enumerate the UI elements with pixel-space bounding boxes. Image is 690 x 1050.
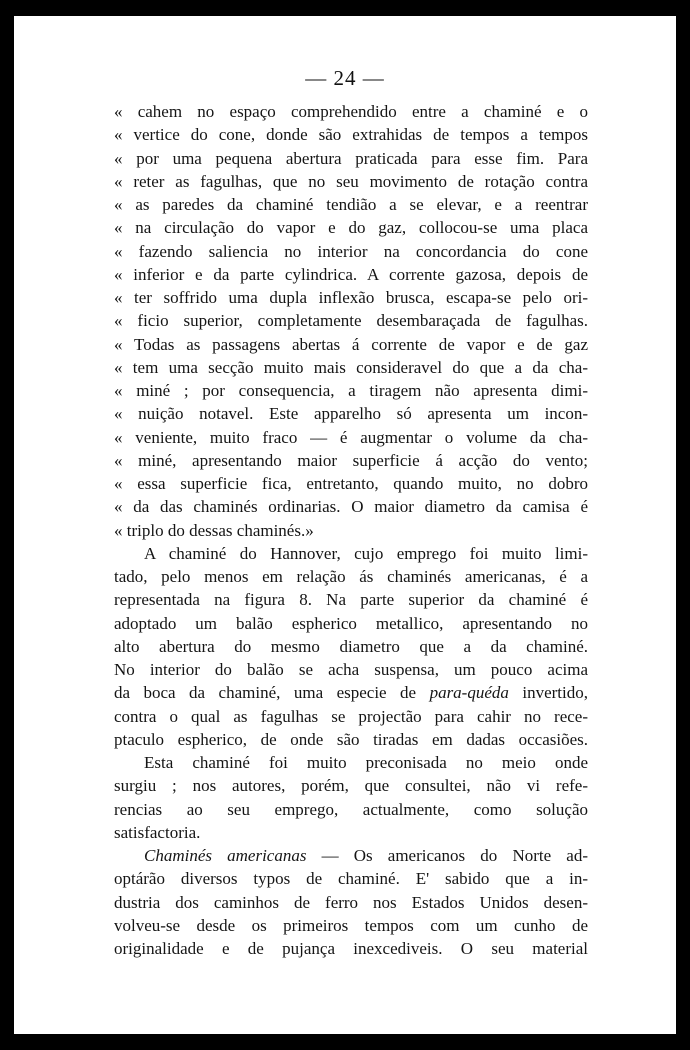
page-text bbox=[114, 100, 588, 960]
section-title: Chaminés americanas bbox=[144, 846, 307, 865]
text-line: « ter soffrido uma dupla inflexão brusca, escapa-se pelo ori- bbox=[114, 288, 588, 307]
page-number: — 24 — bbox=[305, 66, 385, 90]
text-line: No interior do balão se acha suspensa, um pouco acima bbox=[114, 660, 588, 679]
text-line: originalidade e de pujança inexcediveis. O seu material bbox=[114, 939, 588, 958]
text-line: representada na figura 8. Na parte superior da chaminé é bbox=[114, 590, 588, 610]
text-line: « por uma pequena abertura praticada para esse fim. Para bbox=[114, 148, 588, 168]
quotation-block bbox=[114, 100, 588, 542]
text-line: Esta chaminé foi muito preconisada no meio onde bbox=[144, 753, 588, 772]
text-line: A chaminé do Hannover, cujo emprego foi muito limi- bbox=[144, 543, 588, 563]
text-line: « fazendo saliencia no interior na concordancia do cone bbox=[114, 241, 588, 261]
text-line: « vertice do cone, donde são extrahidas de tempos a tempos bbox=[114, 125, 588, 145]
text-line: « miné ; por consequencia, a tiragem não apresenta dimi- bbox=[114, 381, 588, 400]
text-line: optárão diversos typos de chaminé. E' sabido que a in- bbox=[114, 869, 588, 889]
text-line bbox=[114, 844, 588, 867]
text-line: satisfactoria. bbox=[114, 822, 201, 842]
text-line: « tem uma secção muito mais consideravel do que a da cha- bbox=[114, 357, 588, 377]
text-line: ptaculo espherico, de onde são tiradas em dadas occasiões. bbox=[114, 729, 588, 749]
text-line: surgiu ; nos autores, porém, que consultei, não vi refe- bbox=[114, 776, 588, 796]
emphasized-term: para-quéda bbox=[429, 683, 509, 703]
book-page bbox=[14, 16, 676, 1034]
text-line: alto abertura do mesmo diametro que a da chaminé. bbox=[114, 636, 588, 656]
text-line: adoptado um balão espherico metallico, apresentando no bbox=[114, 613, 588, 633]
text-line: dustria dos caminhos de ferro nos Estados Unidos desen- bbox=[114, 892, 588, 912]
text-line: contra o qual as fagulhas se projectão para cahir no rece- bbox=[114, 706, 588, 726]
text-line: « da das chaminés ordinarias. O maior diametro da camisa é bbox=[114, 497, 588, 517]
paragraph-americanas bbox=[114, 844, 588, 960]
text-line: « inferior e da parte cylindrica. A corrente gazosa, depois de bbox=[114, 264, 588, 284]
text-line: rencias ao seu emprego, actualmente, como solução bbox=[114, 799, 588, 819]
text-line: volveu-se desde os primeiros tempos com um cunho de bbox=[114, 915, 588, 935]
text-line: « reter as fagulhas, que no seu movimento de rotação contra bbox=[114, 171, 588, 191]
text-line: « miné, apresentando maior superficie á acção do vento; bbox=[114, 450, 588, 470]
paragraph-hannover bbox=[114, 542, 588, 751]
text-segment: invertido, bbox=[508, 683, 588, 703]
text-line: « cahem no espaço comprehendido entre a chaminé e o bbox=[114, 102, 588, 121]
text-line: « nuição notavel. Este apparelho só apresenta um incon- bbox=[114, 404, 588, 424]
text-line: « essa superficie fica, entretanto, quando muito, no dobro bbox=[114, 474, 588, 493]
text-line: « veniente, muito fraco — é augmentar o volume da cha- bbox=[114, 427, 588, 447]
text-line: « as paredes da chaminé tendião a se elevar, e a reentrar bbox=[114, 195, 588, 214]
text-segment: — Os americanos do Norte ad- bbox=[306, 846, 588, 865]
text-line: « Todas as passagens abertas á corrente de vapor e de gaz bbox=[114, 334, 588, 354]
text-line: « triplo do dessas chaminés.» bbox=[114, 520, 314, 540]
text-line bbox=[114, 681, 588, 704]
text-line: « na circulação do vapor e do gaz, collocou-se uma placa bbox=[114, 218, 588, 238]
text-segment: da boca da chaminé, uma especie de bbox=[114, 683, 430, 703]
text-line: tado, pelo menos em relação ás chaminés americanas, é a bbox=[114, 567, 588, 586]
text-line: « ficio superior, completamente desembaraçada de fagulhas. bbox=[114, 311, 588, 331]
paragraph-preconisada bbox=[114, 751, 588, 844]
